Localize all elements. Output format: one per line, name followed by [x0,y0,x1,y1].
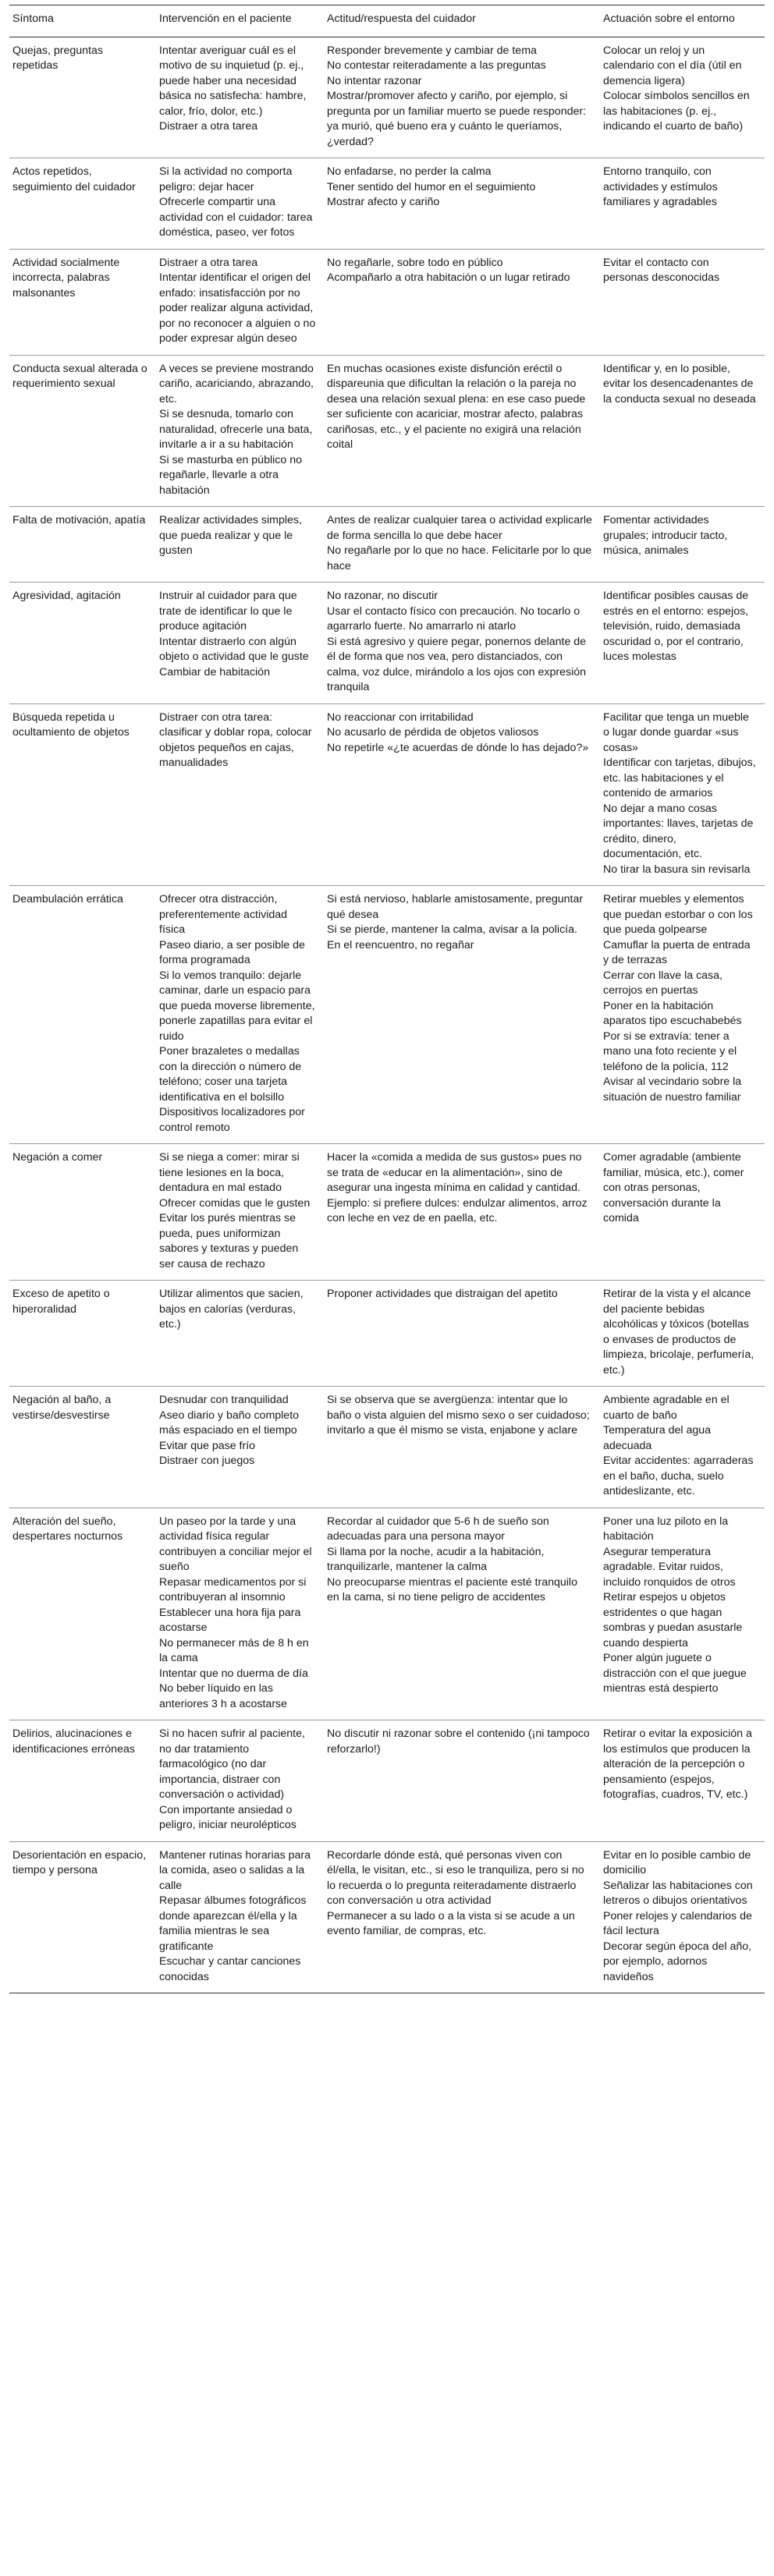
table-row [9,507,765,583]
cell-caregiver-attitude: No discutir ni razonar sobre el contenido (¡ni tampoco reforzarlo!) [324,1720,600,1842]
table-row [9,1144,765,1281]
cell-symptom: Exceso de apetito o hiperoralidad [9,1281,156,1387]
header-symptom: Síntoma [9,5,156,37]
cell-environment-action: Poner una luz piloto en la habitación Asegurar temperatura agradable. Evitar ruidos, incluido ronquidos de otros Retirar espejos u objetos estridentes o que hagan sombras y puedan asustarle cuando despierta Poner algún juguete o distracción con el que juegue mientras está despierto [600,1508,765,1720]
cell-symptom: Conducta sexual alterada o requerimiento sexual [9,355,156,507]
cell-patient-intervention: A veces se previene mostrando cariño, acariciando, abrazando, etc. Si se desnuda, tomarlo con naturalidad, ofrecerle una bata, invitarle a ir a su habitación Si se masturba en público no regañarle, llevarle a otra habitación [156,355,324,507]
cell-environment-action: Comer agradable (ambiente familiar, música, etc.), comer con otras personas, conversación durante la comida [600,1144,765,1281]
table-row [9,703,765,886]
table-row [9,249,765,355]
cell-caregiver-attitude: Hacer la «comida a medida de sus gustos» pues no se trata de «educar en la alimentación», sino de asegurar una ingesta mínima en calidad y cantidad. Ejemplo: si prefiere dulces: endulzar alimentos, arroz con leche en vez de en paella, etc. [324,1144,600,1281]
cell-environment-action: Evitar en lo posible cambio de domicilio Señalizar las habitaciones con letreros o dibujos orientativos Poner relojes y calendarios de fácil lectura Decorar según época del año, por ejemplo, adornos navideños [600,1841,765,1993]
cell-environment-action: Retirar de la vista y el alcance del paciente bebidas alcohólicas y tóxicos (botellas o envases de productos de limpieza, bricolaje, perfumería, etc.) [600,1281,765,1387]
cell-caregiver-attitude: Proponer actividades que distraigan del apetito [324,1281,600,1387]
cell-patient-intervention: Intentar averiguar cuál es el motivo de su inquietud (p. ej., puede haber una necesidad básica no satisfecha: hambre, calor, frío, dolor, etc.) Distraer a otra tarea [156,37,324,158]
table-row [9,37,765,158]
cell-patient-intervention: Distraer a otra tarea Intentar identificar el origen del enfado: insatisfacción por no poder realizar alguna actividad, por no reconocer a alguien o no poder expresar algún deseo [156,249,324,355]
cell-caregiver-attitude: No razonar, no discutir Usar el contacto físico con precaución. No tocarlo o agarrarlo fuerte. No amarrarlo ni atarlo Si está agresivo y quiere pegar, ponernos delante de él de forma que nos vea, pero distanciados, con calma, voz dulce, mirándolo a los ojos con expresión tranquila [324,583,600,704]
cell-environment-action: Evitar el contacto con personas desconocidas [600,249,765,355]
cell-caregiver-attitude: Recordar al cuidador que 5-6 h de sueño son adecuadas para una persona mayor Si llama por la noche, acudir a la habitación, tranquilizarle, mantener la calma No preocuparse mientras el paciente esté tranquilo en la cama, si no tiene peligro de accidentes [324,1508,600,1720]
cell-patient-intervention: Utilizar alimentos que sacien, bajos en calorías (verduras, etc.) [156,1281,324,1387]
header-environment-action: Actuación sobre el entorno [600,5,765,37]
cell-caregiver-attitude: No reaccionar con irritabilidad No acusarlo de pérdida de objetos valiosos No repetirle «¿te acuerdas de dónde lo has dejado?» [324,703,600,886]
cell-patient-intervention: Un paseo por la tarde y una actividad física regular contribuyen a conciliar mejor el sueño Repasar medicamentos por si contribuyeran al insomnio Establecer una hora fija para acostarse No permanecer más de 8 h en la cama Intentar que no duerma de día No beber líquido en las anteriores 3 h a acostarse [156,1508,324,1720]
cell-environment-action: Retirar muebles y elementos que puedan estorbar o con los que pueda golpearse Camuflar la puerta de entrada y de terrazas Cerrar con llave la casa, cerrojos en puertas Poner en la habitación aparatos tipo escuchabebés Por si se extravía: tener a mano una foto reciente y el teléfono de la policía, 112 Avisar al vecindario sobre la situación de nuestro familiar [600,886,765,1144]
cell-caregiver-attitude: Responder brevemente y cambiar de tema No contestar reiteradamente a las preguntas No intentar razonar Mostrar/promover afecto y cariño, por ejemplo, si pregunta por un familiar muerto se puede responder: ya murió, qué bueno era y cuánto le queríamos, ¿verdad? [324,37,600,158]
cell-symptom: Actividad socialmente incorrecta, palabras malsonantes [9,249,156,355]
cell-symptom: Alteración del sueño, despertares nocturnos [9,1508,156,1720]
table-row [9,1508,765,1720]
cell-environment-action: Colocar un reloj y un calendario con el día (útil en demencia ligera) Colocar símbolos sencillos en las habitaciones (p. ej., indicando el cuarto de baño) [600,37,765,158]
cell-patient-intervention: Si la actividad no comporta peligro: dejar hacer Ofrecerle compartir una actividad con el cuidador: tarea doméstica, paseo, ver fotos [156,158,324,250]
cell-environment-action: Facilitar que tenga un mueble o lugar donde guardar «sus cosas» Identificar con tarjetas, dibujos, etc. las habitaciones y el contenido de armarios No dejar a mano cosas importantes: llaves, tarjetas de crédito, dinero, documentación, etc. No tirar la basura sin revisarla [600,703,765,886]
cell-patient-intervention: Distraer con otra tarea: clasificar y doblar ropa, colocar objetos pequeños en cajas, manualidades [156,703,324,886]
table-row [9,158,765,250]
cell-caregiver-attitude: No regañarle, sobre todo en público Acompañarlo a otra habitación o un lugar retirado [324,249,600,355]
header-caregiver-attitude: Actitud/respuesta del cuidador [324,5,600,37]
header-patient-intervention: Intervención en el paciente [156,5,324,37]
cell-patient-intervention: Desnudar con tranquilidad Aseo diario y baño completo más espaciado en el tiempo Evitar que pase frío Distraer con juegos [156,1387,324,1508]
cell-symptom: Actos repetidos, seguimiento del cuidador [9,158,156,250]
table-header [9,5,765,37]
cell-patient-intervention: Si no hacen sufrir al paciente, no dar tratamiento farmacológico (no dar importancia, distraer con conversación o actividad) Con importante ansiedad o peligro, iniciar neurolépticos [156,1720,324,1842]
cell-caregiver-attitude: En muchas ocasiones existe disfunción eréctil o dispareunia que dificultan la relación o la pareja no desea una relación sexual plena: en ese caso puede ser suficiente con acariciar, mostrar afecto, palabras cariñosas, etc., y el paciente no exigirá una relación coital [324,355,600,507]
cell-caregiver-attitude: Si está nervioso, hablarle amistosamente, preguntar qué desea Si se pierde, mantener la calma, avisar a la policía. En el reencuentro, no regañar [324,886,600,1144]
cell-patient-intervention: Realizar actividades simples, que pueda realizar y que le gusten [156,507,324,583]
cell-caregiver-attitude: Si se observa que se avergüenza: intentar que lo baño o vista alguien del mismo sexo o ser cuidadoso; invitarlo a que él mismo se vista, enjabone y aclare [324,1387,600,1508]
table-row [9,1720,765,1842]
cell-caregiver-attitude: Recordarle dónde está, qué personas viven con él/ella, le visitan, etc., si eso le tranquiliza, pero si no lo recuerda o lo pregunta reiteradamente distraerlo con conversación u otra actividad Permanecer a su lado o a la vista si se acude a un evento familiar, de compras, etc. [324,1841,600,1993]
cell-symptom: Negación a comer [9,1144,156,1281]
table-row [9,583,765,704]
cell-symptom: Negación al baño, a vestirse/desvestirse [9,1387,156,1508]
symptom-intervention-table [9,5,765,1993]
table-row [9,355,765,507]
cell-environment-action: Fomentar actividades grupales; introducir tacto, música, animales [600,507,765,583]
cell-symptom: Falta de motivación, apatía [9,507,156,583]
cell-caregiver-attitude: Antes de realizar cualquier tarea o actividad explicarle de forma sencilla lo que debe hacer No regañarle por lo que no hace. Felicitarle por lo que hace [324,507,600,583]
table-body [9,37,765,1993]
cell-environment-action: Ambiente agradable en el cuarto de baño Temperatura del agua adecuada Evitar accidentes: agarraderas en el baño, ducha, suelo antideslizante, etc. [600,1387,765,1508]
cell-environment-action: Identificar y, en lo posible, evitar los desencadenantes de la conducta sexual no deseada [600,355,765,507]
table-row [9,1841,765,1993]
cell-environment-action: Retirar o evitar la exposición a los estímulos que producen la alteración de la percepción o pensamiento (espejos, fotografías, cuadros, TV, etc.) [600,1720,765,1842]
table-row [9,886,765,1144]
cell-caregiver-attitude: No enfadarse, no perder la calma Tener sentido del humor en el seguimiento Mostrar afecto y cariño [324,158,600,250]
cell-environment-action: Identificar posibles causas de estrés en el entorno: espejos, televisión, ruido, demasiada oscuridad o, por el contrario, luces molestas [600,583,765,704]
header-row [9,5,765,37]
cell-patient-intervention: Si se niega a comer: mirar si tiene lesiones en la boca, dentadura en mal estado Ofrecer comidas que le gusten Evitar los purés mientras se pueda, pues uniformizan sabores y texturas y pueden ser causa de rechazo [156,1144,324,1281]
cell-symptom: Quejas, preguntas repetidas [9,37,156,158]
cell-symptom: Delirios, alucinaciones e identificaciones erróneas [9,1720,156,1842]
cell-environment-action: Entorno tranquilo, con actividades y estímulos familiares y agradables [600,158,765,250]
table-row [9,1281,765,1387]
cell-patient-intervention: Mantener rutinas horarias para la comida, aseo o salidas a la calle Repasar álbumes fotográficos donde aparezcan él/ella y la familia mientras le sea gratificante Escuchar y cantar canciones conocidas [156,1841,324,1993]
cell-symptom: Desorientación en espacio, tiempo y persona [9,1841,156,1993]
cell-symptom: Búsqueda repetida u ocultamiento de objetos [9,703,156,886]
table-row [9,1387,765,1508]
cell-patient-intervention: Ofrecer otra distracción, preferentemente actividad física Paseo diario, a ser posible de forma programada Si lo vemos tranquilo: dejarle caminar, darle un espacio para que pueda moverse libremente, ponerle zapatillas para evitar el ruido Poner brazaletes o medallas con la dirección o número de teléfono; coser una tarjeta identificativa en el bolsillo Dispositivos localizadores por control remoto [156,886,324,1144]
cell-patient-intervention: Instruir al cuidador para que trate de identificar lo que le produce agitación Intentar distraerlo con algún objeto o actividad que le guste Cambiar de habitación [156,583,324,704]
cell-symptom: Deambulación errática [9,886,156,1144]
cell-symptom: Agresividad, agitación [9,583,156,704]
